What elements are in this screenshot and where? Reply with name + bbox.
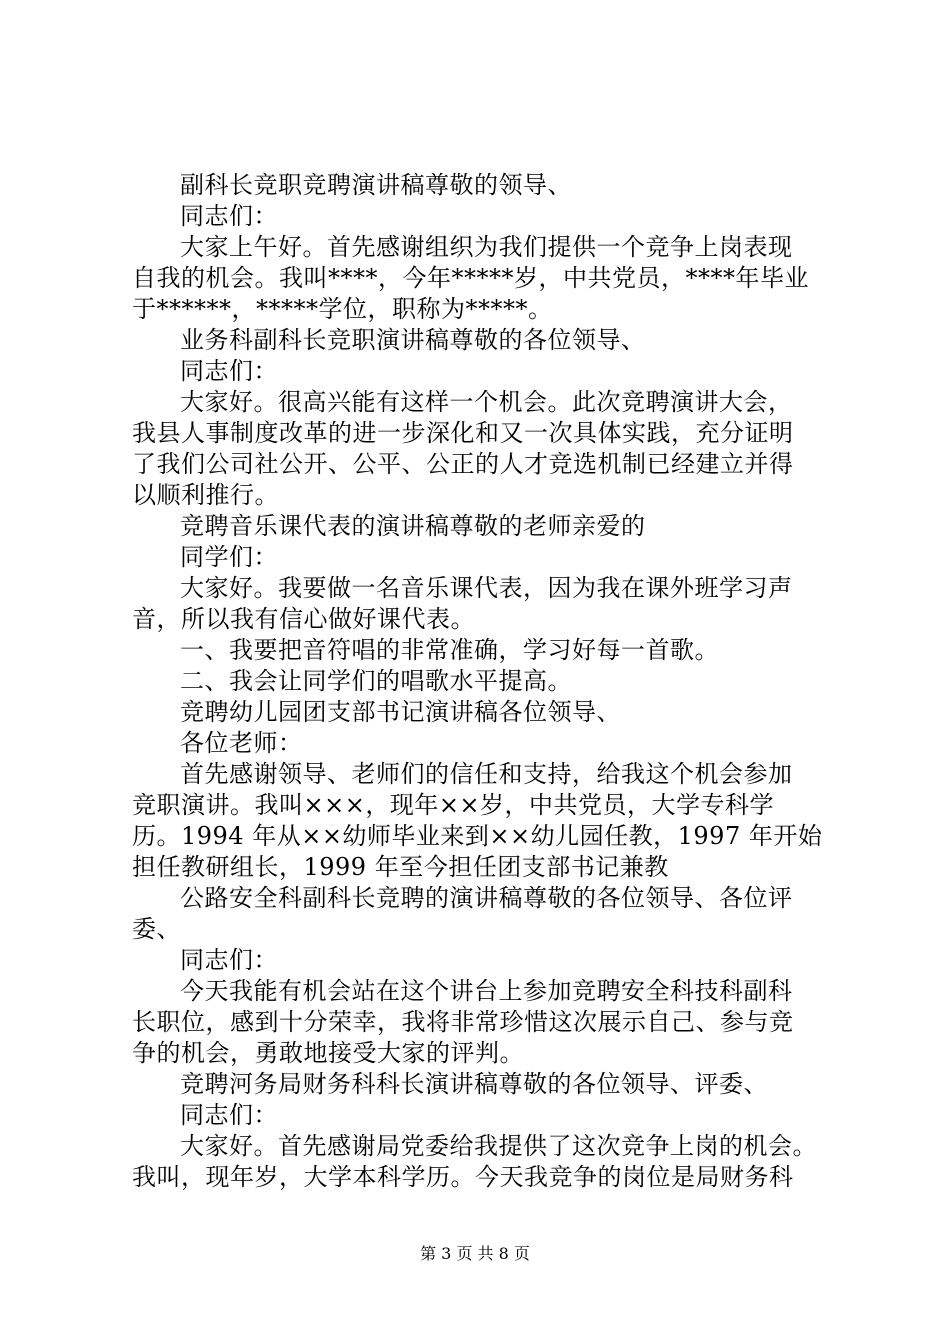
text-line-29: 争的机会，勇敢地接受大家的评判。 bbox=[132, 1039, 524, 1067]
text-line-4: 自我的机会。我叫****，今年*****岁，中共党员，****年毕业 bbox=[132, 264, 809, 292]
text-line-27: 今天我能有机会站在这个讲台上参加竞聘安全科技科副科 bbox=[180, 977, 793, 1005]
text-line-6: 业务科副科长竞职演讲稿尊敬的各位领导、 bbox=[180, 326, 646, 354]
text-line-32: 大家好。首先感谢局党委给我提供了这次竞争上岗的机会。 bbox=[180, 1132, 817, 1160]
text-line-33: 我叫，现年岁，大学本科学历。今天我竞争的岗位是局财务科 bbox=[132, 1163, 794, 1191]
text-line-14: 大家好。我要做一名音乐课代表，因为我在课外班学习声 bbox=[180, 574, 793, 602]
text-line-26: 同志们： bbox=[180, 946, 278, 974]
text-line-23: 担任教研组长，1999 年至今担任团支部书记兼教 bbox=[132, 853, 669, 881]
text-line-8: 大家好。很高兴能有这样一个机会。此次竞聘演讲大会， bbox=[180, 388, 793, 416]
text-line-17: 二、我会让同学们的唱歌水平提高。 bbox=[180, 667, 572, 695]
text-line-19: 各位老师： bbox=[180, 729, 303, 757]
text-line-18: 竞聘幼儿园团支部书记演讲稿各位领导、 bbox=[180, 698, 621, 726]
text-line-24: 公路安全科副科长竞聘的演讲稿尊敬的各位领导、各位评 bbox=[180, 884, 793, 912]
text-line-5: 于******，*****学位，职称为*****。 bbox=[132, 295, 553, 323]
text-line-16: 一、我要把音符唱的非常准确，学习好每一首歌。 bbox=[180, 636, 719, 664]
text-line-2: 同志们： bbox=[180, 202, 278, 230]
text-line-31: 同志们： bbox=[180, 1101, 278, 1129]
text-line-21: 竞职演讲。我叫×××，现年××岁，中共党员，大学专科学 bbox=[132, 791, 775, 819]
page-number: 第 3 页 共 8 页 bbox=[420, 1244, 530, 1263]
text-line-28: 长职位，感到十分荣幸，我将非常珍惜这次展示自己、参与竞 bbox=[132, 1008, 794, 1036]
document-body bbox=[132, 170, 832, 1193]
page-footer bbox=[0, 1244, 950, 1264]
text-line-11: 以顺利推行。 bbox=[132, 481, 279, 509]
text-line-12: 竞聘音乐课代表的演讲稿尊敬的老师亲爱的 bbox=[180, 512, 646, 540]
text-line-15: 音，所以我有信心做好课代表。 bbox=[132, 605, 475, 633]
text-line-13: 同学们： bbox=[180, 543, 278, 571]
text-line-20: 首先感谢领导、老师们的信任和支持，给我这个机会参加 bbox=[180, 760, 793, 788]
text-line-7: 同志们： bbox=[180, 357, 278, 385]
text-line-3: 大家上午好。首先感谢组织为我们提供一个竞争上岗表现 bbox=[180, 233, 793, 261]
text-line-1: 副科长竞职竞聘演讲稿尊敬的领导、 bbox=[180, 171, 572, 199]
text-line-25: 委、 bbox=[132, 915, 181, 943]
text-line-9: 我县人事制度改革的进一步深化和又一次具体实践，充分证明 bbox=[132, 419, 794, 447]
text-line-22: 历。1994 年从××幼师毕业来到××幼儿园任教，1997 年开始 bbox=[132, 822, 823, 850]
text-line-10: 了我们公司社公开、公平、公正的人才竞选机制已经建立并得 bbox=[132, 450, 794, 478]
text-line-30: 竞聘河务局财务科科长演讲稿尊敬的各位领导、评委、 bbox=[180, 1070, 768, 1098]
